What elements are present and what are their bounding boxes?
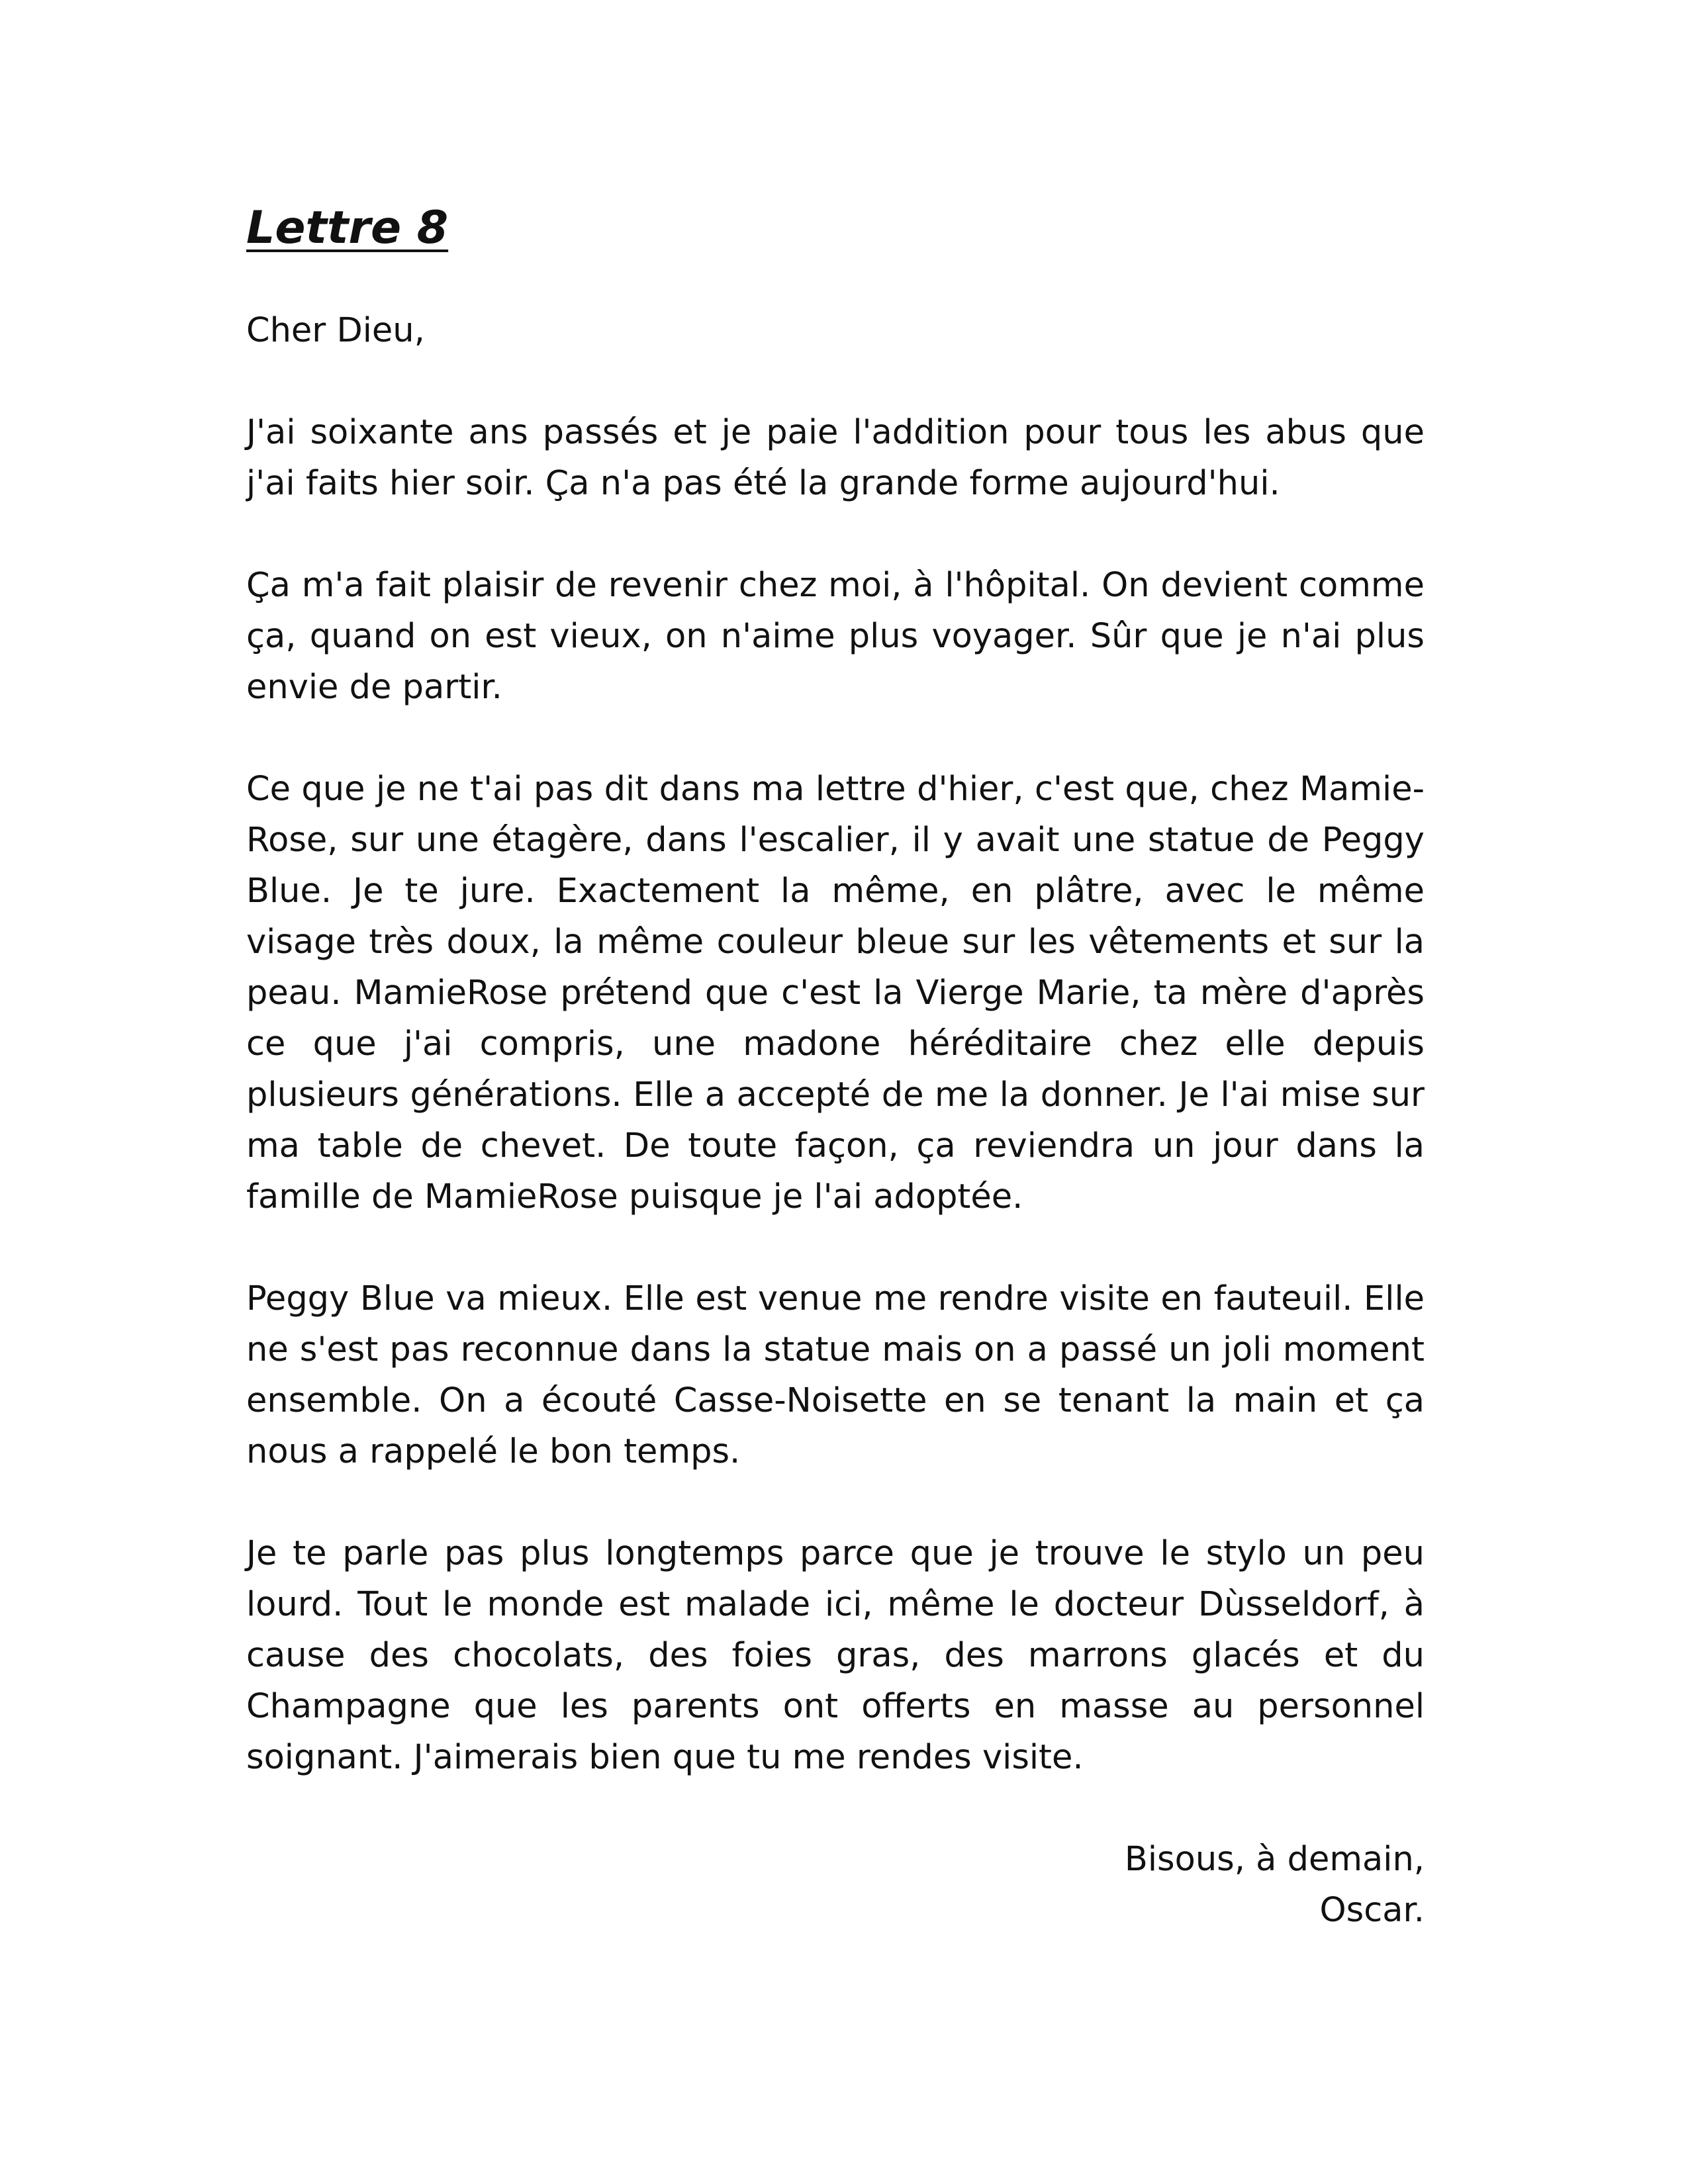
signature: Oscar. xyxy=(1319,1891,1425,1930)
paragraph-5: Je te parle pas plus longtemps parce que je trouve le stylo un peu lourd. Tout le monde est malade ici, même le docteur Dùsseldorf, à cause des chocolats, des foies gras, des marrons glacés et du Champagne que les parents ont offerts en masse au personnel soignant. J'aimerais bien que tu me rendes visite. xyxy=(246,1534,1425,1777)
letter-closing xyxy=(246,1834,1425,1936)
closing-line: Bisous, à demain, xyxy=(1124,1840,1425,1879)
letter-title: Lettre 8 xyxy=(246,202,449,254)
paragraph-4: Peggy Blue va mieux. Elle est venue me rendre visite en fauteuil. Elle ne s'est pas reconnue dans la statue mais on a passé un joli moment ensemble. On a écouté Casse-Noisette en se tenant la main et ça nous a rappelé le bon temps. xyxy=(246,1279,1425,1471)
letter-body xyxy=(246,199,1425,1936)
paragraph-3: Ce que je ne t'ai pas dit dans ma lettre d'hier, c'est que, chez Mamie-Rose, sur une étagère, dans l'escalier, il y avait une statue de Peggy Blue. Je te jure. Exactement la même, en plâtre, avec le même visage très doux, la même couleur bleue sur les vêtements et sur la peau. MamieRose prétend que c'est la Vierge Marie, ta mère d'après ce que j'ai compris, une madone héréditaire chez elle depuis plusieurs générations. Elle a accepté de me la donner. Je l'ai mise sur ma table de chevet. De toute façon, ça reviendra un jour dans la famille de MamieRose puisque je l'ai adoptée. xyxy=(246,770,1425,1216)
salutation: Cher Dieu, xyxy=(246,311,425,350)
paragraph-2: Ça m'a fait plaisir de revenir chez moi, à l'hôpital. On devient comme ça, quand on est vieux, on n'aime plus voyager. Sûr que je n'ai plus envie de partir. xyxy=(246,566,1425,707)
paragraph-1: J'ai soixante ans passés et je paie l'addition pour tous les abus que j'ai faits hier soir. Ça n'a pas été la grande forme aujourd'hui. xyxy=(246,413,1425,503)
